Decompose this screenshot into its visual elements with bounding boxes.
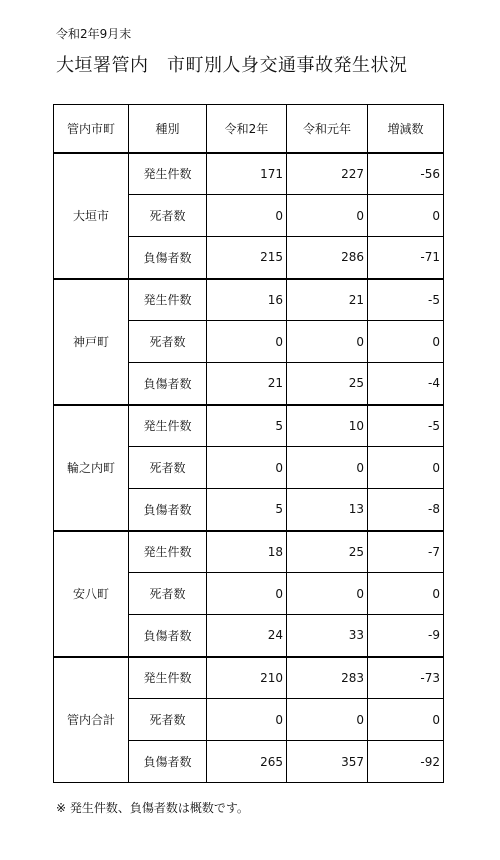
- table-header-row: [54, 105, 444, 153]
- reiwa1-value-cell: 33: [287, 615, 368, 657]
- kind-cell: 死者数: [129, 195, 207, 237]
- diff-value-cell: -4: [368, 363, 444, 405]
- area-name-cell: 大垣市: [54, 153, 129, 279]
- page-title: 大垣署管内 市町別人身交通事故発生状況: [56, 55, 408, 76]
- kind-cell: 負傷者数: [129, 237, 207, 279]
- reiwa2-value-cell: 0: [207, 699, 287, 741]
- reiwa2-value-cell: 5: [207, 489, 287, 531]
- kind-cell: 発生件数: [129, 405, 207, 447]
- kind-cell: 負傷者数: [129, 741, 207, 783]
- area-name-cell: 安八町: [54, 531, 129, 657]
- table-row: [54, 531, 444, 573]
- reiwa2-value-cell: 21: [207, 363, 287, 405]
- kind-cell: 負傷者数: [129, 615, 207, 657]
- table-body: [54, 153, 444, 783]
- reiwa2-value-cell: 171: [207, 153, 287, 195]
- diff-value-cell: -9: [368, 615, 444, 657]
- kind-cell: 発生件数: [129, 279, 207, 321]
- kind-cell: 死者数: [129, 321, 207, 363]
- kind-cell: 負傷者数: [129, 363, 207, 405]
- table-row: [54, 279, 444, 321]
- diff-value-cell: -5: [368, 279, 444, 321]
- kind-cell: 死者数: [129, 699, 207, 741]
- diff-value-cell: 0: [368, 699, 444, 741]
- reiwa1-value-cell: 0: [287, 195, 368, 237]
- reiwa1-value-cell: 0: [287, 573, 368, 615]
- kind-cell: 発生件数: [129, 657, 207, 699]
- kind-cell: 発生件数: [129, 531, 207, 573]
- col-header-area: 管内市町: [54, 105, 129, 153]
- diff-value-cell: -7: [368, 531, 444, 573]
- area-name-cell: 輪之内町: [54, 405, 129, 531]
- col-header-diff: 増減数: [368, 105, 444, 153]
- col-header-reiwa2: 令和2年: [207, 105, 287, 153]
- diff-value-cell: 0: [368, 447, 444, 489]
- reiwa2-value-cell: 5: [207, 405, 287, 447]
- table-row: [54, 153, 444, 195]
- reiwa2-value-cell: 0: [207, 321, 287, 363]
- diff-value-cell: -71: [368, 237, 444, 279]
- reiwa1-value-cell: 21: [287, 279, 368, 321]
- diff-value-cell: 0: [368, 195, 444, 237]
- kind-cell: 負傷者数: [129, 489, 207, 531]
- reiwa1-value-cell: 0: [287, 699, 368, 741]
- reiwa2-value-cell: 0: [207, 447, 287, 489]
- reiwa1-value-cell: 357: [287, 741, 368, 783]
- diff-value-cell: -5: [368, 405, 444, 447]
- reiwa2-value-cell: 16: [207, 279, 287, 321]
- reiwa1-value-cell: 0: [287, 321, 368, 363]
- reiwa2-value-cell: 18: [207, 531, 287, 573]
- reiwa1-value-cell: 286: [287, 237, 368, 279]
- reiwa1-value-cell: 283: [287, 657, 368, 699]
- diff-value-cell: 0: [368, 573, 444, 615]
- reiwa1-value-cell: 25: [287, 531, 368, 573]
- reiwa2-value-cell: 210: [207, 657, 287, 699]
- table-row: [54, 657, 444, 699]
- reiwa2-value-cell: 215: [207, 237, 287, 279]
- reiwa1-value-cell: 13: [287, 489, 368, 531]
- diff-value-cell: -8: [368, 489, 444, 531]
- date-label: 令和2年9月末: [56, 27, 132, 41]
- reiwa2-value-cell: 265: [207, 741, 287, 783]
- diff-value-cell: -73: [368, 657, 444, 699]
- reiwa1-value-cell: 10: [287, 405, 368, 447]
- table-row: [54, 405, 444, 447]
- reiwa2-value-cell: 0: [207, 573, 287, 615]
- kind-cell: 死者数: [129, 447, 207, 489]
- reiwa1-value-cell: 25: [287, 363, 368, 405]
- area-name-cell: 管内合計: [54, 657, 129, 783]
- diff-value-cell: -92: [368, 741, 444, 783]
- kind-cell: 発生件数: [129, 153, 207, 195]
- reiwa2-value-cell: 24: [207, 615, 287, 657]
- reiwa2-value-cell: 0: [207, 195, 287, 237]
- diff-value-cell: -56: [368, 153, 444, 195]
- footnote: ※ 発生件数、負傷者数は概数です。: [56, 801, 249, 815]
- diff-value-cell: 0: [368, 321, 444, 363]
- area-name-cell: 神戸町: [54, 279, 129, 405]
- col-header-kind: 種別: [129, 105, 207, 153]
- reiwa1-value-cell: 227: [287, 153, 368, 195]
- reiwa1-value-cell: 0: [287, 447, 368, 489]
- kind-cell: 死者数: [129, 573, 207, 615]
- col-header-reiwa1: 令和元年: [287, 105, 368, 153]
- accident-stats-table: [53, 104, 444, 783]
